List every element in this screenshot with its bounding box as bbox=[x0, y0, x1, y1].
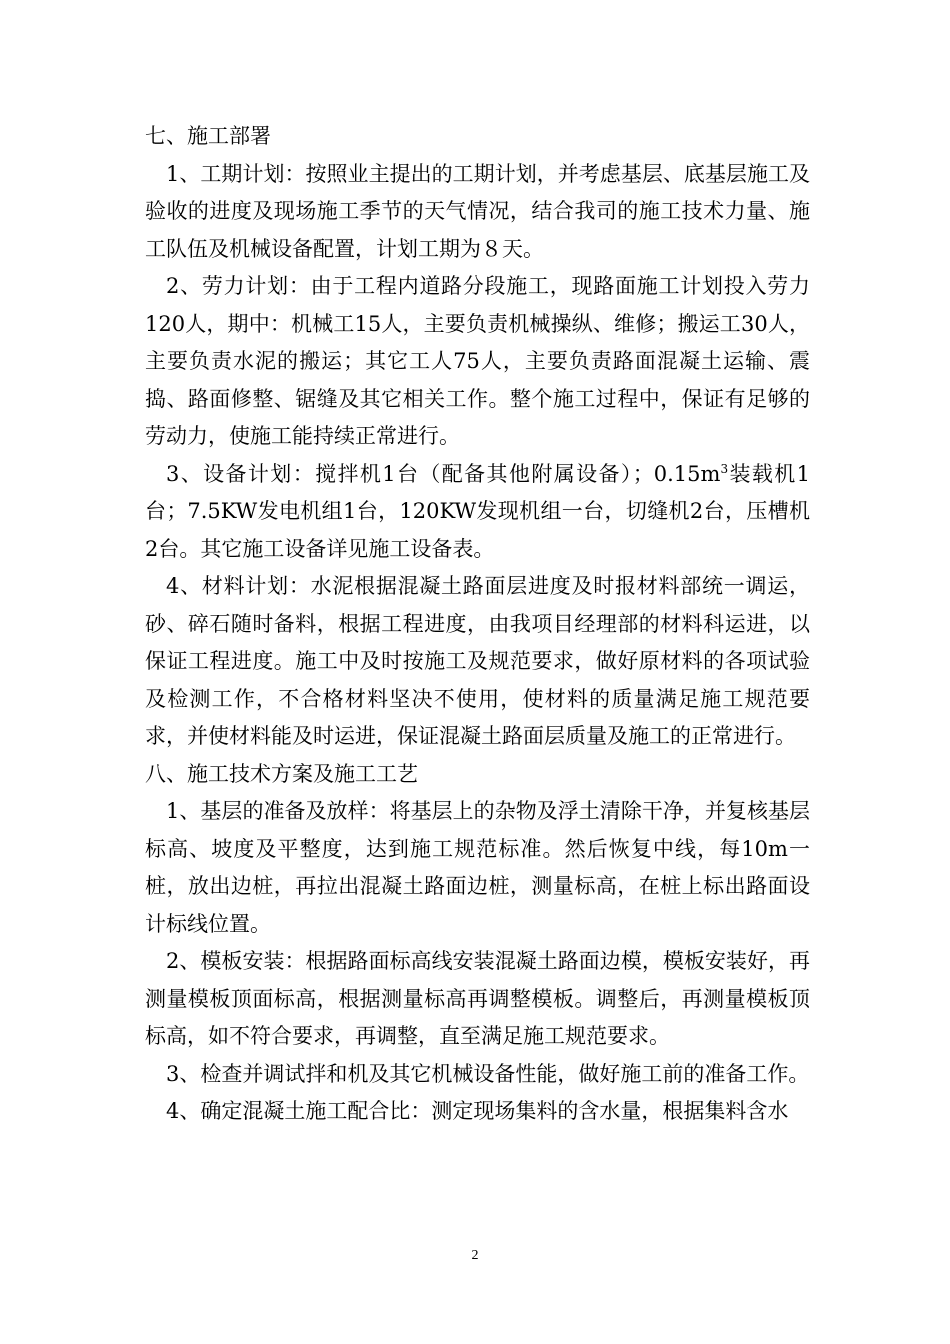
superscript: 3 bbox=[720, 461, 729, 476]
paragraph: 4、确定混凝土施工配合比：测定现场集料的含水量，根据集料含水 bbox=[166, 1099, 789, 1123]
paragraph: 3、检查并调试拌和机及其它机械设备性能，做好施工前的准备工作。 bbox=[166, 1061, 810, 1086]
paragraph: 1、工期计划：按照业主提出的工期计划，并考虑基层、底基层施工及验收的进度及现场施工季节的天气情况，结合我司的施工技术力量、施工队伍及机械设备配置，计划工期为８天。 bbox=[145, 161, 810, 261]
paragraph: 2、劳力计划：由于工程内道路分段施工，现路面施工计划投入劳力120人，期中：机械工15人，主要负责机械操纵、维修；搬运工30人，主要负责水泥的搬运；其它工人75人，主要负责路面混凝土运输、震捣、路面修整、锯缝及其它相关工作。整个施工过程中，保证有足够的劳动力，使施工能持续正常进行。 bbox=[145, 274, 810, 448]
document-body bbox=[145, 118, 810, 1131]
paragraph: 2、模板安装：根据路面标高线安装混凝土路面边模，模板安装好，再测量模板顶面标高，根据测量标高再调整模板。调整后，再测量模板顶标高，如不符合要求，再调整，直至满足施工规范要求。 bbox=[145, 949, 810, 1048]
paragraph: 4、材料计划：水泥根据混凝土路面层进度及时报材料部统一调运，砂、碎石随时备料，根据工程进度，由我项目经理部的材料科运进，以保证工程进度。施工中及时按施工及规范要求，做好原材料的各项试验及检测工作，不合格材料坚决不使用，使材料的质量满足施工规范要求，并使材料能及时运进，保证混凝土路面层质量及施工的正常进行。 bbox=[145, 574, 810, 748]
section-heading: 八、施工技术方案及施工工艺 bbox=[145, 761, 418, 786]
paragraph bbox=[145, 456, 810, 569]
paragraph: 1、基层的准备及放样：将基层上的杂物及浮土清除干净，并复核基层标高、坡度及平整度，达到施工规范标准。然后恢复中线，每10m一桩，放出边桩，再拉出混凝土路面边桩，测量标高，在桩上标出路面设计标线位置。 bbox=[145, 799, 810, 936]
page-number: 2 bbox=[471, 1248, 479, 1263]
section-heading: 七、施工部署 bbox=[145, 124, 271, 148]
paragraph-text: 3、设备计划：搅拌机1台（配备其他附属设备）；0.15m bbox=[166, 461, 721, 486]
paragraph-text: 装载机1台；7.5KW发电机组1台，120KW发现机组一台，切缝机2台，压槽机2台。其它施工设备详见施工设备表。 bbox=[145, 461, 810, 561]
